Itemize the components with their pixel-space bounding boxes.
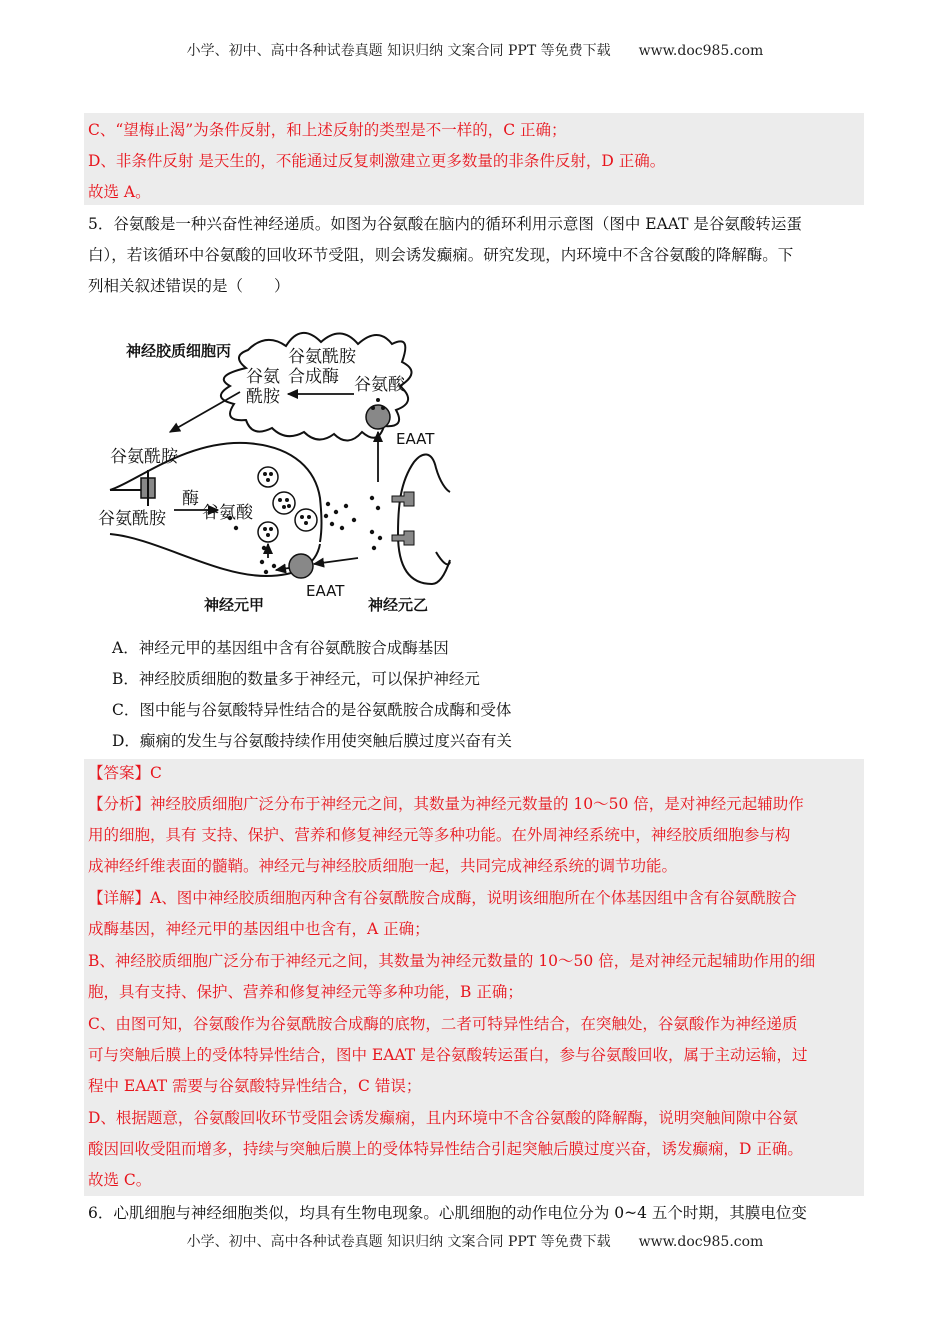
header-url[interactable]: www.doc985.com bbox=[638, 43, 764, 59]
q5-option-c[interactable]: C．图中能与谷氨酸特异性结合的是谷氨酰胺合成酶和受体 bbox=[112, 701, 512, 719]
header-text: 小学、初中、高中各种试卷真题 知识归纳 文案合同 PPT 等免费下载 bbox=[186, 43, 611, 59]
answer5-detail-5: C、由图可知，谷氨酸作为谷氨酰胺合成酶的底物，二者可特异性结合，在突触处，谷氨酸作为神经递质 bbox=[88, 1015, 798, 1033]
q6-line-1: 6．心肌细胞与神经细胞类似，均具有生物电现象。心肌细胞的动作电位分为 0~4 五个时期，其膜电位变 bbox=[88, 1204, 807, 1222]
label-eaat-bottom: EAAT bbox=[306, 582, 345, 600]
answer5-detail-6: 可与突触后膜上的受体特异性结合，图中 EAAT 是谷氨酸转运蛋白，参与谷氨酸回收，属于主动运输，过 bbox=[88, 1046, 808, 1064]
arrow-synapse-to-eaat-a bbox=[314, 558, 358, 564]
q5-line-3: 列相关叙述错误的是（ ） bbox=[88, 277, 290, 295]
prev-answer-conclusion: 故选 A。 bbox=[88, 183, 151, 201]
answer5-detail-1: 【详解】A、图中神经胶质细胞丙种含有谷氨酰胺合成酶，说明该细胞所在个体基因组中含有谷氨酰胺合 bbox=[88, 889, 797, 907]
receptor-bottom bbox=[392, 531, 414, 545]
footer-url[interactable]: www.doc985.com bbox=[638, 1234, 764, 1250]
answer5-analysis-1: 【分析】神经胶质细胞广泛分布于神经元之间，其数量为神经元数量的 10～50 倍，是对神经元起辅助作 bbox=[88, 795, 804, 813]
label-glutamine-inner: 谷氨酰胺 bbox=[98, 509, 166, 529]
q5-option-a[interactable]: A．神经元甲的基因组中含有谷氨酰胺合成酶基因 bbox=[112, 639, 449, 657]
answer5-detail-3: B、神经胶质细胞广泛分布于神经元之间，其数量为神经元数量的 10～50 倍，是对神经元起辅助作用的细 bbox=[88, 952, 816, 970]
answer5-detail-8: D、根据题意，谷氨酸回收环节受阻会诱发癫痫，且内环境中不含谷氨酸的降解酶，说明突触间隙中谷氨 bbox=[88, 1109, 798, 1127]
label-glutamine-1: 谷氨 bbox=[246, 367, 280, 387]
page-header bbox=[0, 40, 950, 60]
eaat-neuron-a bbox=[289, 554, 313, 578]
answer5-analysis-3: 成神经纤维表面的髓鞘。神经元与神经胶质细胞一起，共同完成神经系统的调节功能。 bbox=[88, 857, 678, 875]
answer5-detail-4: 胞，具有支持、保护、营养和修复神经元等多种功能，B 正确； bbox=[88, 983, 523, 1001]
page-footer bbox=[0, 1231, 950, 1251]
label-glutamine-2: 酰胺 bbox=[246, 387, 280, 407]
q5-line-2: 白），若该循环中谷氨酸的回收环节受阻，则会诱发癫痫。研究发现，内环境中不含谷氨酸的降解酶。下 bbox=[88, 246, 794, 264]
label-eaat-top: EAAT bbox=[396, 430, 435, 448]
prev-answer-d: D、非条件反射 是天生的，不能通过反复刺激建立更多数量的非条件反射，D 正确。 bbox=[88, 152, 666, 170]
label-glutamine-outer: 谷氨酰胺 bbox=[110, 447, 178, 467]
label-glutamate-inner: 谷氨酸 bbox=[202, 503, 253, 523]
label-enzyme-2: 合成酶 bbox=[288, 367, 339, 387]
q5-option-b[interactable]: B．神经胶质细胞的数量多于神经元，可以保护神经元 bbox=[112, 670, 480, 688]
label-enzyme: 酶 bbox=[182, 489, 199, 509]
prev-answer-c: C、“望梅止渴”为条件反射，和上述反射的类型是不一样的，C 正确； bbox=[88, 121, 567, 139]
eaat-glia bbox=[366, 405, 390, 429]
label-glutamate-glia: 谷氨酸 bbox=[354, 375, 405, 395]
label-glia: 神经胶质细胞丙 bbox=[126, 342, 232, 360]
q5-option-d[interactable]: D．癫痫的发生与谷氨酸持续作用使突触后膜过度兴奋有关 bbox=[112, 732, 512, 750]
footer-text: 小学、初中、高中各种试卷真题 知识归纳 文案合同 PPT 等免费下载 bbox=[186, 1234, 611, 1250]
arrow-eaat-to-cytoplasm bbox=[276, 568, 289, 570]
q5-line-1: 5．谷氨酸是一种兴奋性神经递质。如图为谷氨酸在脑内的循环利用示意图（图中 EAAT 是谷氨酸转运蛋 bbox=[88, 215, 802, 233]
label-neuron-b: 神经元乙 bbox=[368, 596, 429, 614]
label-neuron-a: 神经元甲 bbox=[204, 596, 265, 614]
answer5-detail-2: 成酶基因，神经元甲的基因组中也含有，A 正确； bbox=[88, 920, 430, 938]
answer5-conclusion: 故选 C。 bbox=[88, 1171, 152, 1189]
receptor-top bbox=[392, 492, 414, 506]
vesicles bbox=[258, 467, 317, 542]
answer5-detail-9: 酸因回收受阻而增多，持续与突触后膜上的受体特异性结合引起突触后膜过度兴奋，诱发癫痫，D 正确。 bbox=[88, 1140, 803, 1158]
neuron-b-outline bbox=[398, 454, 450, 584]
neuron-a-outline-bottom bbox=[110, 534, 320, 576]
answer5-analysis-2: 用的细胞，具有 支持、保护、营养和修复神经元等多种功能。在外周神经系统中，神经胶质细胞参与构 bbox=[88, 826, 791, 844]
answer5-answer: 【答案】C bbox=[88, 764, 162, 782]
glutamate-cycle-diagram bbox=[96, 322, 456, 622]
answer5-detail-7: 程中 EAAT 需要与谷氨酸特异性结合，C 错误； bbox=[88, 1077, 422, 1095]
label-enzyme-1: 谷氨酰胺 bbox=[288, 347, 356, 367]
